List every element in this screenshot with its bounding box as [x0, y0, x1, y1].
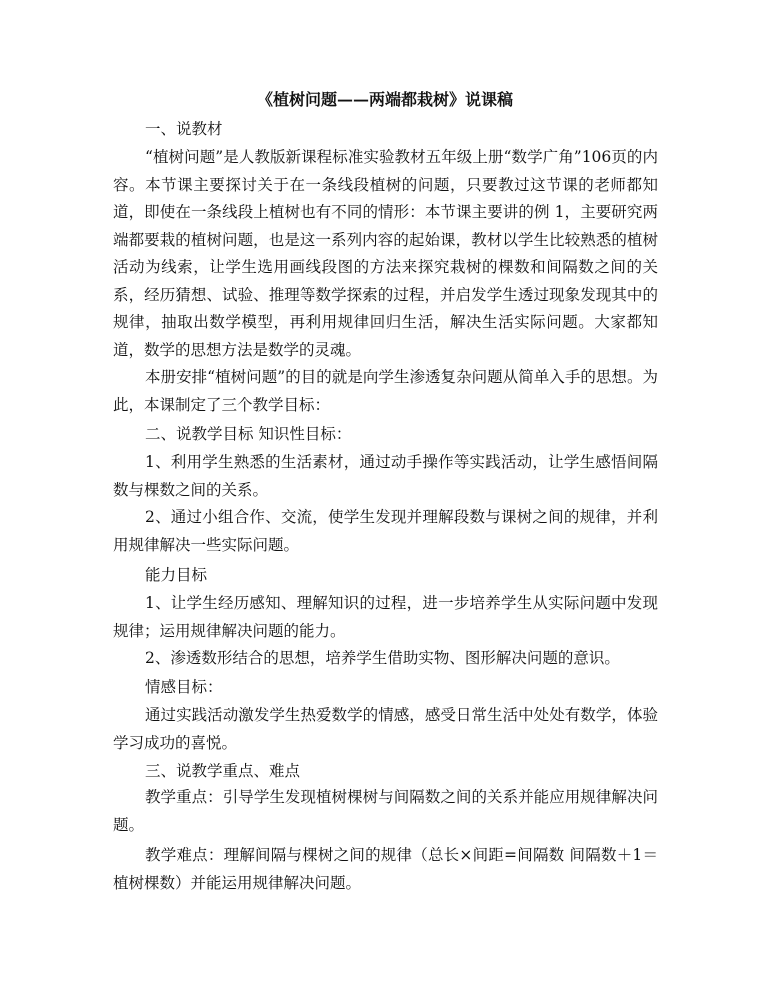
ability-goal-2: 2、渗透数形结合的思想，培养学生借助实物、图形解决问题的意识。: [145, 649, 620, 667]
knowledge-goal-2: 2、通过小组合作、交流，使学生发现并理解段数与课树之间的规律，并利用规律解决一些实际问题。: [113, 508, 658, 554]
ability-goal-1: 1、让学生经历感知、理解知识的过程，进一步培养学生从实际问题中发现规律；运用规律解决问题的能力。: [113, 594, 658, 640]
teaching-key-point: 教学重点：引导学生发现植树棵树与间隔数之间的关系并能应用规律解决问题。: [113, 788, 658, 834]
section-heading-material: 一、说教材: [145, 120, 223, 138]
section-heading-key-points: 三、说教学重点、难点: [145, 762, 301, 780]
paragraph-goal-intro: 本册安排“植树问题”的目的就是向学生渗透复杂问题从简单入手的思想。为此，本课制定了三个教学目标：: [113, 368, 658, 414]
emotion-goal: 通过实践活动激发学生热爱数学的情感，感受日常生活中处处有数学，体验学习成功的喜悦。: [113, 706, 658, 752]
knowledge-goal-1: 1、利用学生熟悉的生活素材，通过动手操作等实践活动，让学生感悟间隔数与棵数之间的关系。: [113, 453, 658, 499]
section-heading-ability: 能力目标: [145, 566, 208, 584]
document-title: 《植树问题——两端都栽树》说课稿: [256, 90, 513, 109]
section-heading-emotion: 情感目标：: [145, 678, 223, 696]
section-heading-goals: 二、说教学目标 知识性目标：: [145, 425, 352, 443]
paragraph-material: “植树问题”是人教版新课程标准实验教材五年级上册“数学广角”106页的内容。本节课主要探讨关于在一条线段植树的问题，只要教过这节课的老师都知道，即使在一条线段上植树也有不同的情形：本节课主要讲的例 1，主要研究两端都要栽的植树问题，也是这一系列内容的起始课，教材以学生比较熟悉的植树活动为线索，让学生选用画线段图的方法来探究栽树的棵数和间隔数之间的关系，经历猜想、试验、推理等数学探索的过程，并启发学生透过现象发现其中的规律，抽取出数学模型，再利用规律回归生活，解决生活实际问题。大家都知道，数学的思想方法是数学的灵魂。: [113, 148, 658, 359]
teaching-difficulty: 教学难点：理解间隔与棵树之间的规律（总长×间距=间隔数 间隔数＋1＝植树棵数）并能运用规律解决问题。: [113, 846, 658, 892]
